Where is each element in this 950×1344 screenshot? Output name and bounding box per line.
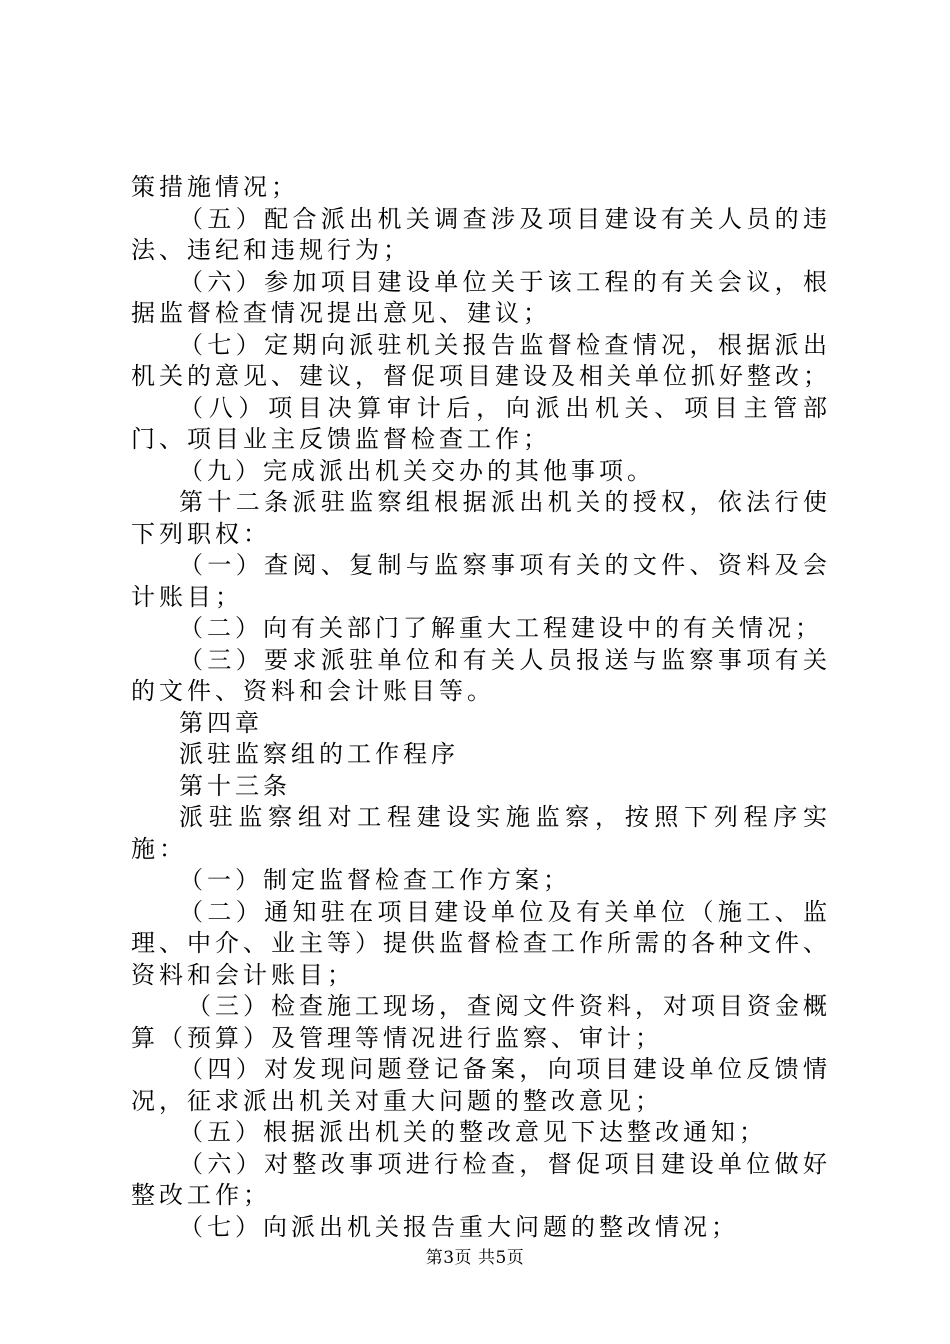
paragraph: （九）完成派出机关交办的其他事项。	[179, 456, 655, 485]
paragraph: （六）对整改事项进行检查，督促项目建设单位做好整改工作；	[131, 1149, 831, 1209]
paragraph: （八）项目决算审计后，向派出机关、项目主管部门、项目业主反馈监督检查工作；	[131, 393, 831, 453]
document-body	[131, 172, 831, 1243]
paragraph: 派驻监察组对工程建设实施监察，按照下列程序实施：	[131, 803, 831, 863]
article-heading: 第十三条	[179, 771, 291, 800]
paragraph: （六）参加项目建设单位关于该工程的有关会议，根据监督检查情况提出意见、建议；	[131, 267, 831, 327]
paragraph: （一）制定监督检查工作方案；	[179, 866, 571, 894]
paragraph: （二）通知驻在项目建设单位及有关单位（施工、监理、中介、业主等）提供监督检查工作所需的各种文件、资料和会计账目；	[131, 897, 831, 989]
paragraph: （五）根据派出机关的整改意见下达整改通知；	[179, 1118, 767, 1146]
paragraph: （三）要求派驻单位和有关人员报送与监察事项有关的文件、资料和会计账目等。	[131, 645, 831, 705]
paragraph: （七）定期向派驻机关报告监督检查情况，根据派出机关的意见、建议，督促项目建设及相关单位抓好整改；	[131, 330, 831, 390]
paragraph: 策措施情况；	[131, 173, 299, 201]
paragraph: 第十二条派驻监察组根据派出机关的授权，依法行使下列职权：	[131, 488, 831, 548]
paragraph: （四）对发现问题登记备案，向项目建设单位反馈情况，征求派出机关对重大问题的整改意见；	[131, 1055, 831, 1115]
paragraph: （五）配合派出机关调查涉及项目建设有关人员的违法、违纪和违规行为；	[131, 204, 831, 264]
chapter-title: 派驻监察组的工作程序	[179, 740, 459, 768]
paragraph: （一）查阅、复制与监察事项有关的文件、资料及会计账目；	[131, 551, 831, 611]
paragraph: （二）向有关部门了解重大工程建设中的有关情况；	[179, 614, 823, 642]
page-number-footer: 第3页 共5页	[425, 1248, 525, 1268]
paragraph: （三）检查施工现场，查阅文件资料，对项目资金概算（预算）及管理等情况进行监察、审计；	[131, 992, 831, 1052]
paragraph: （七）向派出机关报告重大问题的整改情况；	[179, 1212, 739, 1241]
chapter-heading: 第四章	[179, 708, 263, 737]
